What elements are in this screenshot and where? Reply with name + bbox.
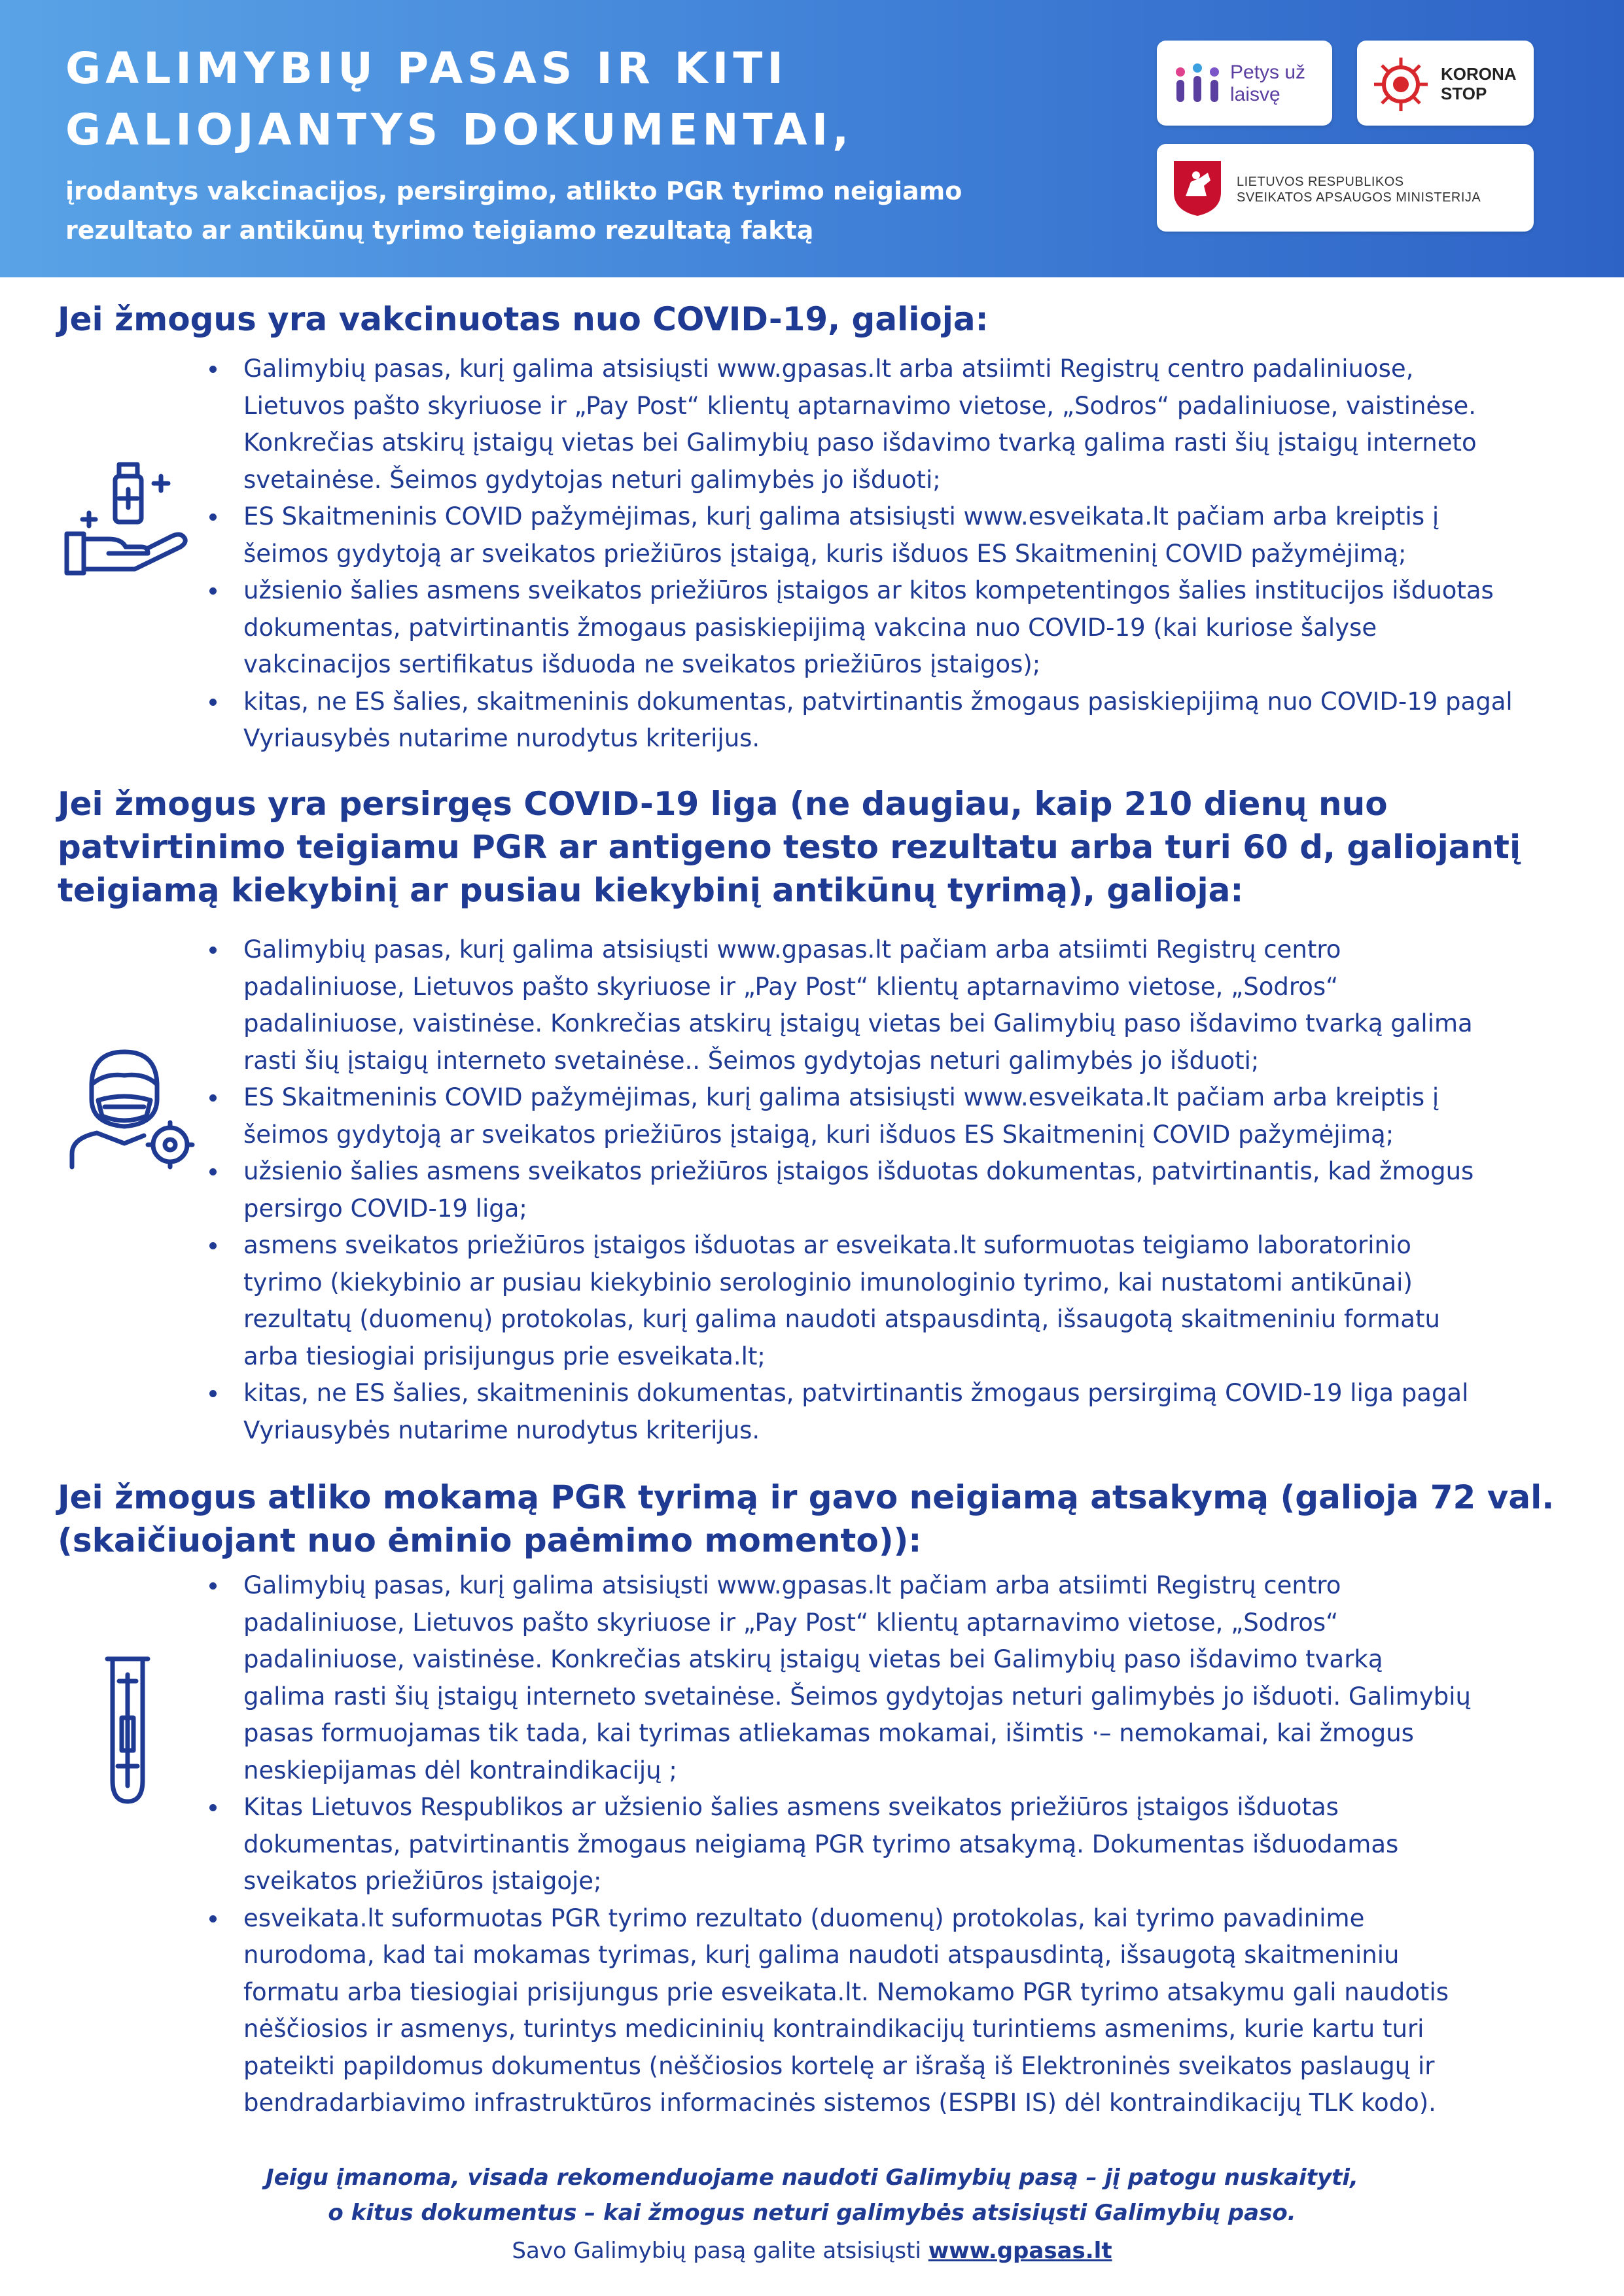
section-recovered-list bbox=[243, 931, 1591, 1449]
masked-person-virus-icon bbox=[65, 1047, 196, 1171]
section-recovered-title: Jei žmogus yra persirgęs COVID-19 liga (ne daugiau, kaip 210 dienų nuo patvirtinimo teigiamu PGR ar antigeno testo rezultatu arba turi 60 d, galiojantį teigiamą kiekybinį ar pusiau kiekybinį antikūnų tyrimą), galioja: bbox=[58, 785, 1521, 909]
petys-uz-laisve-logo: Petys už laisvę bbox=[1157, 41, 1332, 126]
test-tube-icon bbox=[105, 1655, 150, 1805]
coat-of-arms-icon bbox=[1171, 158, 1224, 217]
list-item: užsienio šalies asmens sveikatos priežiūros įstaigos ar kitos kompetentingos šalies institucijos išduotas dokumentas, patvirtinantis žmogaus pasiskiepijimą vakcina nuo COVID-19 (kai kuriose šalyse vakcinacijos sertifikatus išduoda ne sveikatos priežiūros įstaigos); bbox=[243, 572, 1591, 684]
list-item: Kitas Lietuvos Respublikos ar užsienio šalies asmens sveikatos priežiūros įstaigos išduotas dokumentas, patvirtinantis žmogaus neigiamą PGR tyrimo atsakymą. Dokumentas išduodamas sveikatos priežiūros įstaigoje; bbox=[243, 1789, 1591, 1900]
korona-stop-logo: KORONA STOP bbox=[1357, 41, 1534, 126]
section-vaccinated-title: Jei žmogus yra vakcinuotas nuo COVID-19, galioja: bbox=[58, 300, 989, 338]
list-item: asmens sveikatos priežiūros įstaigos išduotas ar esveikata.lt suformuotas teigiamo laboratorinio tyrimo (kiekybinio ar pusiau kiekybinio serologinio imunologinio tyrimo, kai nustatomi antikūnai) rezultatų (duomenų) protokolas, kurį galima naudoti atspausdintą, išsaugotą skaitmeniniu formatu arba tiesiogiai prisijungus prie esveikata.lt; bbox=[243, 1227, 1591, 1375]
vaccine-hand-icon bbox=[63, 461, 194, 578]
section-pcr-list bbox=[243, 1567, 1591, 2122]
section-pcr-title: Jei žmogus atliko mokamą PGR tyrimą ir gavo neigiamą atsakymą (galioja 72 val. (skaičiuojant nuo ėminio paėmimo momento)): bbox=[58, 1478, 1555, 1559]
list-item: Galimybių pasas, kurį galima atsisiųsti www.gpasas.lt pačiam arba atsiimti Registrų centro padaliniuose, Lietuvos pašto skyriuose ir „Pay Post“ klientų aptarnavimo vietose, „Sodros“ padaliniuose, vaistinėse. Konkrečias atskirų įstaigų vietas bei Galimybių paso išdavimo tvarką galima rasti šių įstaigų interneto svetainėse. Šeimos gydytojas neturi galimybės jo išduoti. Galimybių pasas formuojamas tik tada, kai tyrimas atliekamas mokamai, išimtis ·– nemokamai, kai žmogus neskiepijamas dėl kontraindikacijų ; bbox=[243, 1567, 1591, 1789]
page-subtitle: įrodantys vakcinacijos, persirgimo, atlikto PGR tyrimo neigiamo rezultato ar antikūnų tyrimo teigiamo rezultatą faktą bbox=[65, 177, 962, 245]
list-item: ES Skaitmeninis COVID pažymėjimas, kurį galima atsisiųsti www.esveikata.lt pačiam arba kreiptis į šeimos gydytoją ar sveikatos priežiūros įstaigą, kuri išduos ES Skaitmeninį COVID pažymėjimą; bbox=[243, 1079, 1591, 1153]
section-vaccinated-list bbox=[243, 351, 1591, 757]
list-item: kitas, ne ES šalies, skaitmeninis dokumentas, patvirtinantis žmogaus persirgimą COVID-19 liga pagal Vyriausybės nutarime nurodytus kriterijus. bbox=[243, 1375, 1591, 1449]
footer-recommendation-1: Jeigu įmanoma, visada rekomenduojame naudoti Galimybių pasą – jį patogu nuskaityti, bbox=[266, 2165, 1358, 2191]
virus-logo-icon bbox=[1371, 55, 1430, 114]
ministry-logo: LIETUVOS RESPUBLIKOS SVEIKATOS APSAUGOS MINISTERIJA bbox=[1157, 144, 1534, 232]
list-item: kitas, ne ES šalies, skaitmeninis dokumentas, patvirtinantis žmogaus pasiskiepijimą nuo COVID-19 pagal Vyriausybės nutarime nurodytus kriterijus. bbox=[243, 684, 1591, 757]
footer-recommendation-2: o kitus dokumentus – kai žmogus neturi galimybės atsisiųsti Galimybių paso. bbox=[328, 2200, 1296, 2226]
list-item: užsienio šalies asmens sveikatos priežiūros įstaigos išduotas dokumentas, patvirtinantis, kad žmogus persirgo COVID-19 liga; bbox=[243, 1153, 1591, 1227]
gpasas-link[interactable]: www.gpasas.lt bbox=[928, 2238, 1112, 2264]
header-banner bbox=[0, 0, 1624, 277]
people-logo-icon bbox=[1171, 61, 1224, 107]
list-item: Galimybių pasas, kurį galima atsisiųsti www.gpasas.lt arba atsiimti Registrų centro padaliniuose, Lietuvos pašto skyriuose ir „Pay Post“ klientų aptarnavimo vietose, „Sodros“ padaliniuose, vaistinėse. Konkrečias atskirų įstaigų vietas bei Galimybių paso išdavimo tvarką galima rasti šių įstaigų interneto svetainėse. Šeimos gydytojas neturi galimybės jo išduoti; bbox=[243, 351, 1591, 498]
page-title: GALIMYBIŲ PASAS IR KITI GALIOJANTYS DOKUMENTAI, bbox=[65, 43, 854, 155]
list-item: esveikata.lt suformuotas PGR tyrimo rezultato (duomenų) protokolas, kai tyrimo pavadinime nurodoma, kad tai mokamas tyrimas, kurį galima naudoti atspausdintą, išsaugotą skaitmeniniu formatu arba tiesiogiai prisijungus prie esveikata.lt. Nemokamo PGR tyrimo atsakymu gali naudotis nėščiosios ir asmenys, turintys medicininių kontraindikacijų turintiems asmenims, kurie kartu turi pateikti papildomus dokumentus (nėščiosios kortelę ar išrašą iš Elektroninės sveikatos paslaugų ir bendradarbiavimo infrastruktūros informacinės sistemos (ESPBI IS) dėl kontraindikacijų TLK kodo). bbox=[243, 1900, 1591, 2122]
list-item: ES Skaitmeninis COVID pažymėjimas, kurį galima atsisiųsti www.esveikata.lt pačiam arba kreiptis į šeimos gydytoją ar sveikatos priežiūros įstaigą, kuris išduos ES Skaitmeninį COVID pažymėjimą; bbox=[243, 498, 1591, 572]
list-item: Galimybių pasas, kurį galima atsisiųsti www.gpasas.lt pačiam arba atsiimti Registrų centro padaliniuose, Lietuvos pašto skyriuose ir „Pay Post“ klientų aptarnavimo vietose, „Sodros“ padaliniuose, vaistinėse. Konkrečias atskirų įstaigų vietas bei Galimybių paso išdavimo tvarką galima rasti šių įstaigų interneto svetainėse.. Šeimos gydytojas neturi galimybės jo išduoti; bbox=[243, 931, 1591, 1079]
footer-download: Savo Galimybių pasą galite atsisiųsti www.gpasas.lt bbox=[512, 2238, 1112, 2264]
